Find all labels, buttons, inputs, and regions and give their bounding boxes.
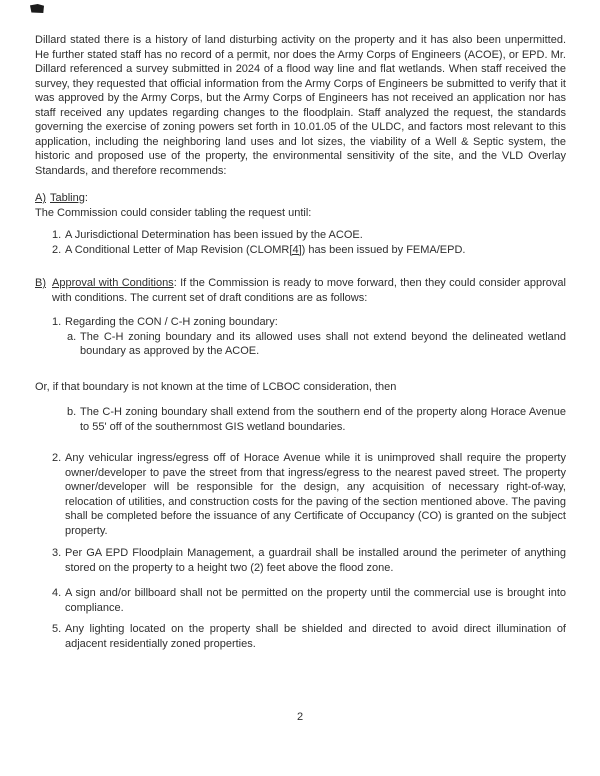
intro-paragraph: Dillard stated there is a history of land disturbing activity on the property and it has also been unpermitted. He further stated staff has no record of a permit, nor does the Army Corps of Engineers (ACOE), or EPD. Mr. Dillard referenced a survey submitted in 2024 of a flood way line and flat wetlands. When staff received the survey, they requested that official information from the Army Corps of Engineers be submitted to verify that it was approved by the Army Corps, but the Army Corps of Engineers has not received an application nor has staff received any updates regarding changes to the floodplain. Staff analyzed the request, the standards governing the exercise of zoning powers set forth in 10.01.05 of the ULDC, and factors most relevant to this application, including the neighboring land uses and lot sizes, the viability of a Well & Septic system, the historic and proposed use of the property, the environmental sensitivity of the site, and the VLD Overlay Standards, and therefore recommends: — [35, 34, 566, 177]
scan-artifact-mark — [30, 4, 44, 13]
list-letter: a. — [67, 330, 77, 343]
list-number: 1. — [52, 229, 62, 241]
list-item-b1 — [35, 315, 566, 330]
list-item-b3 — [35, 546, 566, 575]
list-item-a1 — [35, 228, 566, 243]
list-number: 2. — [52, 243, 62, 256]
section-a-colon: : — [84, 192, 88, 204]
interjection-text: Or, if that boundary is not known at the time of LCBOC consideration, then — [35, 380, 397, 393]
list-item-text: A sign and/or billboard shall not be permitted on the property until the commercial use is brought into compliance. — [65, 587, 566, 614]
list-item-a2 — [35, 243, 566, 258]
section-b-intro: Approval with Conditions: If the Commission is ready to move forward, then they could consider approval with conditions. The current set of draft conditions are as follows: — [52, 277, 566, 304]
list-item-b1b — [35, 405, 566, 434]
list-item-b5 — [35, 622, 566, 651]
list-item-text: A Jurisdictional Determination has been issued by the ACOE. — [65, 229, 363, 241]
section-b-heading — [35, 276, 566, 305]
list-number: 2. — [52, 452, 62, 464]
list-item-text: A Conditional Letter of Map Revision (CLOMR[4]) has been issued by FEMA/EPD. — [65, 243, 466, 256]
list-letter: b. — [67, 406, 77, 418]
list-number: 5. — [52, 623, 62, 635]
list-item-b2 — [35, 451, 566, 538]
list-item-text: Per GA EPD Floodplain Management, a guardrail shall be installed around the perimeter of anything stored on the property to a height two (2) feet above the flood zone. — [65, 547, 566, 574]
section-a-intro: The Commission could consider tabling the request until: — [35, 206, 312, 219]
section-a-heading — [35, 191, 566, 206]
list-item-text: The C-H zoning boundary and its allowed uses shall not extend beyond the delineated wetland boundary as approved by the ACOE. — [80, 330, 566, 357]
list-item-text: Any vehicular ingress/egress off of Horace Avenue while it is unimproved shall require the property owner/developer to pave the street from that ingress/egress to the nearest paved street. The property owner/developer will be responsible for the design, any acquisition of necessary right-of-way, relocation of utilities, and construction costs for the paving of the section mentioned above. The paving shall be completed before the issuance of any Certificate of Occupancy (CO) is granted on the subject property. — [65, 452, 566, 537]
list-number: 3. — [52, 547, 62, 559]
section-b-label: B) — [35, 277, 46, 289]
section-b-title: Approval with Conditions — [52, 277, 174, 289]
section-a-label: A) — [35, 192, 46, 204]
page-number: 2 — [296, 711, 304, 723]
list-item-b4 — [35, 586, 566, 615]
list-number: 1. — [52, 316, 62, 328]
list-item-b1a — [35, 330, 566, 359]
section-a-list — [35, 228, 566, 257]
list-item-text: Regarding the CON / C-H zoning boundary: — [65, 316, 278, 328]
section-a-title: Tabling — [50, 192, 85, 204]
list-item-text: The C-H zoning boundary shall extend from the southern end of the property along Horace Avenue to 55' off of the southernmost GIS wetland boundaries. — [80, 406, 566, 433]
footnote-reference: [4] — [289, 243, 302, 256]
list-item-text: Any lighting located on the property shall be shielded and directed to avoid direct illumination of adjacent residentially zoned properties. — [65, 623, 566, 650]
list-number: 4. — [52, 587, 62, 599]
